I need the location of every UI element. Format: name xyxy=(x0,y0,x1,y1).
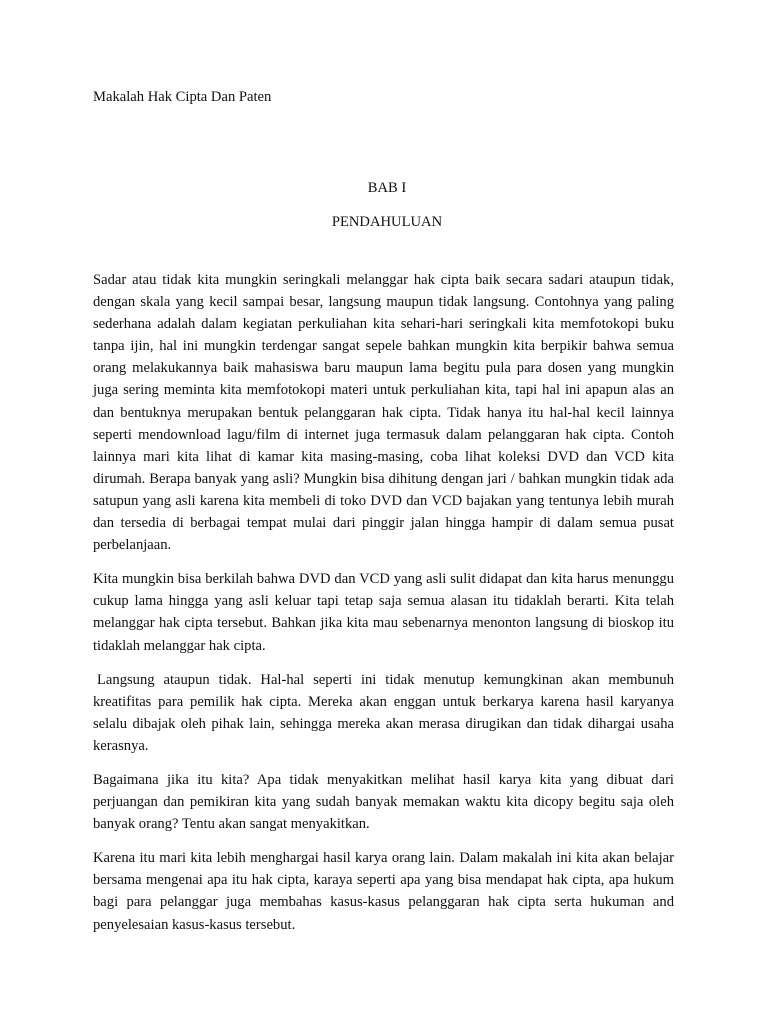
paragraph-1: Sadar atau tidak kita mungkin seringkali melanggar hak cipta baik secara sadari ataupun tidak, dengan skala yang kecil sampai besar, langsung maupun tidak langsung. Contohnya yang paling sederhana adalah dalam kegiatan perkuliahan kita sehari-hari seringkali kita memfotokopi buku tanpa ijin, hal ini mungkin terdengar sangat sepele bahkan mungkin kita berpikir bahwa semua orang melakukannya baik mahasiswa baru maupun lama begitu pula para dosen yang mungkin juga sering meminta kita memfotokopi materi untuk perkuliahan kita, tapi hal ini apapun alas an dan bentuknya merupakan bentuk pelanggaran hak cipta. Tidak hanya itu hal-hal kecil lainnya seperti mendownload lagu/film di internet juga termasuk dalam pelanggaran hak cipta. Contoh lainnya mari kita lihat di kamar kita masing-masing, coba lihat koleksi DVD dan VCD kita dirumah. Berapa banyak yang asli? Mungkin bisa dihitung dengan jari / bahkan mungkin tidak ada satupun yang asli karena kita membeli di toko DVD dan VCD bajakan yang tentunya lebih murah dan tersedia di berbagai tempat mulai dari pinggir jalan hingga hampir di dalam semua pusat perbelanjaan. xyxy=(93,272,674,554)
chapter-number-text: BAB I xyxy=(367,180,407,196)
body-text xyxy=(93,269,674,948)
paragraph-4: Bagaimana jika itu kita? Apa tidak menyakitkan melihat hasil karya kita yang dibuat dari perjuangan dan pemikiran kita yang sudah banyak memakan waktu kita dicopy begitu saja oleh banyak orang? Tentu akan sangat menyakitkan. xyxy=(93,771,674,833)
chapter-number xyxy=(0,178,768,198)
chapter-title-text: PENDAHULUAN xyxy=(331,214,443,230)
document-title: Makalah Hak Cipta Dan Paten xyxy=(93,89,272,105)
paragraph-3: Langsung ataupun tidak. Hal-hal seperti ini tidak menutup kemungkinan akan membunuh kreatifitas para pemilik hak cipta. Mereka akan enggan untuk berkarya karena hasil karyanya selalu dibajak oleh pihak lain, sehingga mereka akan merasa dirugikan dan tidak dihargai usaha kerasnya. xyxy=(93,671,674,754)
paragraph-2: Kita mungkin bisa berkilah bahwa DVD dan VCD yang asli sulit didapat dan kita harus menunggu cukup lama hingga yang asli keluar tapi tetap saja semua alasan itu tidaklah berarti. Kita telah melanggar hak cipta tersebut. Bahkan jika kita mau sebenarnya menonton langsung di bioskop itu tidaklah melanggar hak cipta. xyxy=(93,571,674,654)
chapter-title xyxy=(0,212,768,232)
paragraph-5: Karena itu mari kita lebih menghargai hasil karya orang lain. Dalam makalah ini kita akan belajar bersama mengenai apa itu hak cipta, karaya seperti apa yang bisa mendapat hak cipta, apa hukum bagi para pelanggar juga membahas kasus-kasus pelanggaran hak cipta serta hukuman and penyelesaian kasus-kasus tersebut. xyxy=(93,850,674,933)
